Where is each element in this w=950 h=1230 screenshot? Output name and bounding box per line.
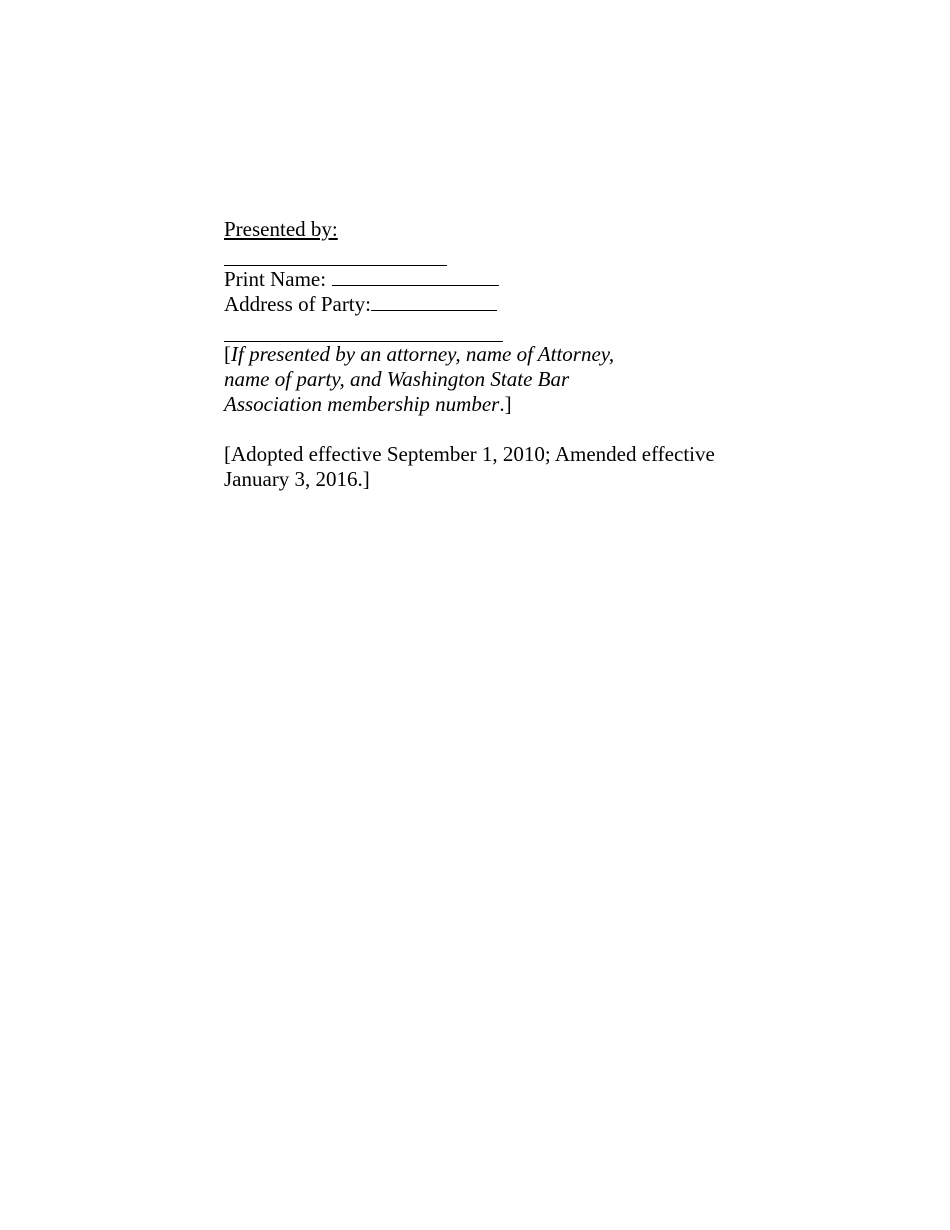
presented-by-heading: Presented by: — [224, 217, 338, 241]
print-name-row — [224, 267, 784, 292]
print-name-label: Print Name: — [224, 267, 327, 291]
address-blank — [371, 292, 497, 311]
address-second-line — [224, 317, 784, 342]
presented-by-heading-row — [224, 217, 784, 242]
address-second-rule — [224, 341, 503, 342]
address-row — [224, 292, 784, 317]
print-name-blank — [332, 267, 499, 286]
signature-rule — [224, 265, 447, 266]
attorney-note-open-bracket: [ — [224, 342, 231, 366]
adopted-note: [Adopted effective September 1, 2010; Amended effective January 3, 2016.] — [224, 442, 715, 491]
attorney-note-italic: If presented by an attorney, name of Attorney, name of party, and Washington State Bar Association membership number — [224, 342, 615, 416]
address-label: Address of Party: — [224, 292, 371, 316]
attorney-note-close: .] — [499, 392, 512, 416]
signature-block — [224, 217, 784, 492]
spacer — [224, 417, 784, 442]
attorney-note — [224, 342, 624, 417]
signature-line — [224, 242, 784, 267]
